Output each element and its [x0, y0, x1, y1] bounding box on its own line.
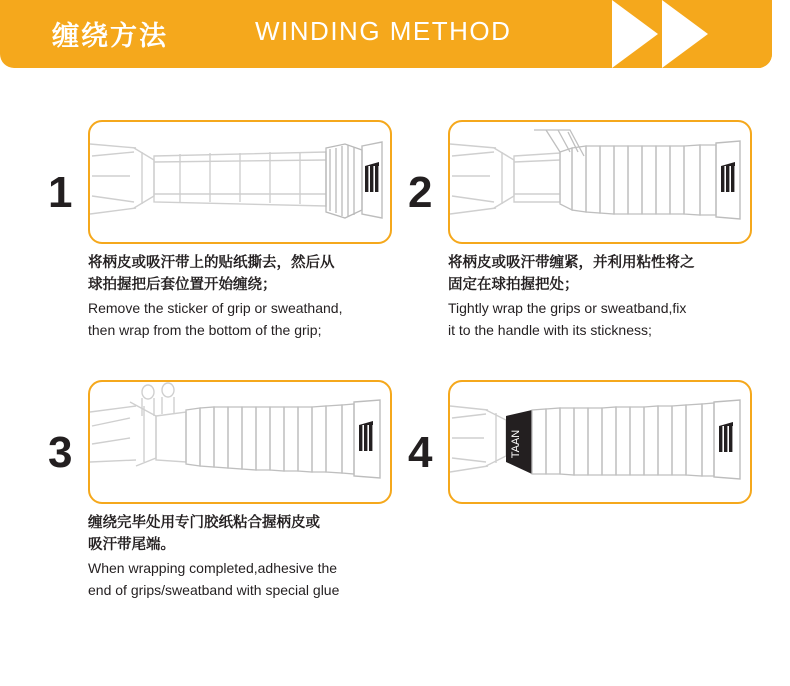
- step-caption: [448, 512, 778, 514]
- step-illustration-panel: [88, 380, 392, 504]
- step-caption: [88, 512, 404, 600]
- racket-handle-wrapping-tight-icon: [450, 122, 750, 242]
- step-number: 4: [408, 428, 433, 477]
- header-bar-left-cap: [0, 0, 40, 68]
- taan-logo-icon: [364, 162, 380, 194]
- taan-label-text: TAAN: [510, 429, 522, 459]
- header-title-en: WINDING METHOD: [255, 16, 512, 46]
- caption-en-line1: Tightly wrap the grips or sweatband,fix: [448, 299, 687, 316]
- taan-logo-icon: [720, 162, 737, 194]
- header-bar-right-cap: [708, 0, 772, 68]
- taan-label-band: [506, 410, 532, 474]
- caption-en-line1: Remove the sticker of grip or sweathand,: [88, 299, 343, 316]
- caption-cn-line2: 球拍握把后套位置开始缠绕；: [88, 277, 277, 294]
- racket-handle-finished-with-label-icon: [450, 382, 750, 502]
- racket-handle-with-grip-start-icon: [90, 122, 390, 242]
- racket-handle-fully-wrapped-icon: [90, 382, 390, 502]
- caption-en-line2: then wrap from the bottom of the grip;: [88, 321, 322, 338]
- taan-logo-icon: [718, 422, 735, 454]
- page-header: [0, 0, 790, 74]
- caption-cn-line1: 缠绕完毕处用专门胶纸粘合握柄皮或: [88, 515, 320, 531]
- chevron-right-icon: [662, 0, 708, 68]
- step-illustration-panel: [448, 120, 752, 244]
- step-illustration-panel: [88, 120, 392, 244]
- caption-cn-line2: 固定在球拍握把处；: [448, 277, 579, 294]
- caption-cn-line1: 将柄皮或吸汗带缠紧，并利用粘性将之: [448, 255, 695, 271]
- step-number: 1: [48, 168, 73, 217]
- step-number: 3: [48, 428, 73, 477]
- step-number: 2: [408, 168, 433, 217]
- caption-en-line1: When wrapping completed,adhesive the: [88, 559, 338, 576]
- header-title-cn: 缠绕方法: [52, 21, 168, 52]
- taan-logo-icon: [358, 421, 375, 453]
- step-caption: [448, 252, 778, 340]
- caption-en-line2: it to the handle with its stickness;: [448, 321, 652, 338]
- caption-cn-line2: 吸汗带尾端。: [88, 537, 175, 554]
- step-caption: [88, 252, 404, 340]
- caption-en-line2: end of grips/sweatband with special glue: [88, 581, 340, 598]
- caption-cn-line1: 将柄皮或吸汗带上的贴纸撕去，然后从: [88, 255, 335, 271]
- chevron-right-icon: [612, 0, 658, 68]
- step-illustration-panel: [448, 380, 752, 504]
